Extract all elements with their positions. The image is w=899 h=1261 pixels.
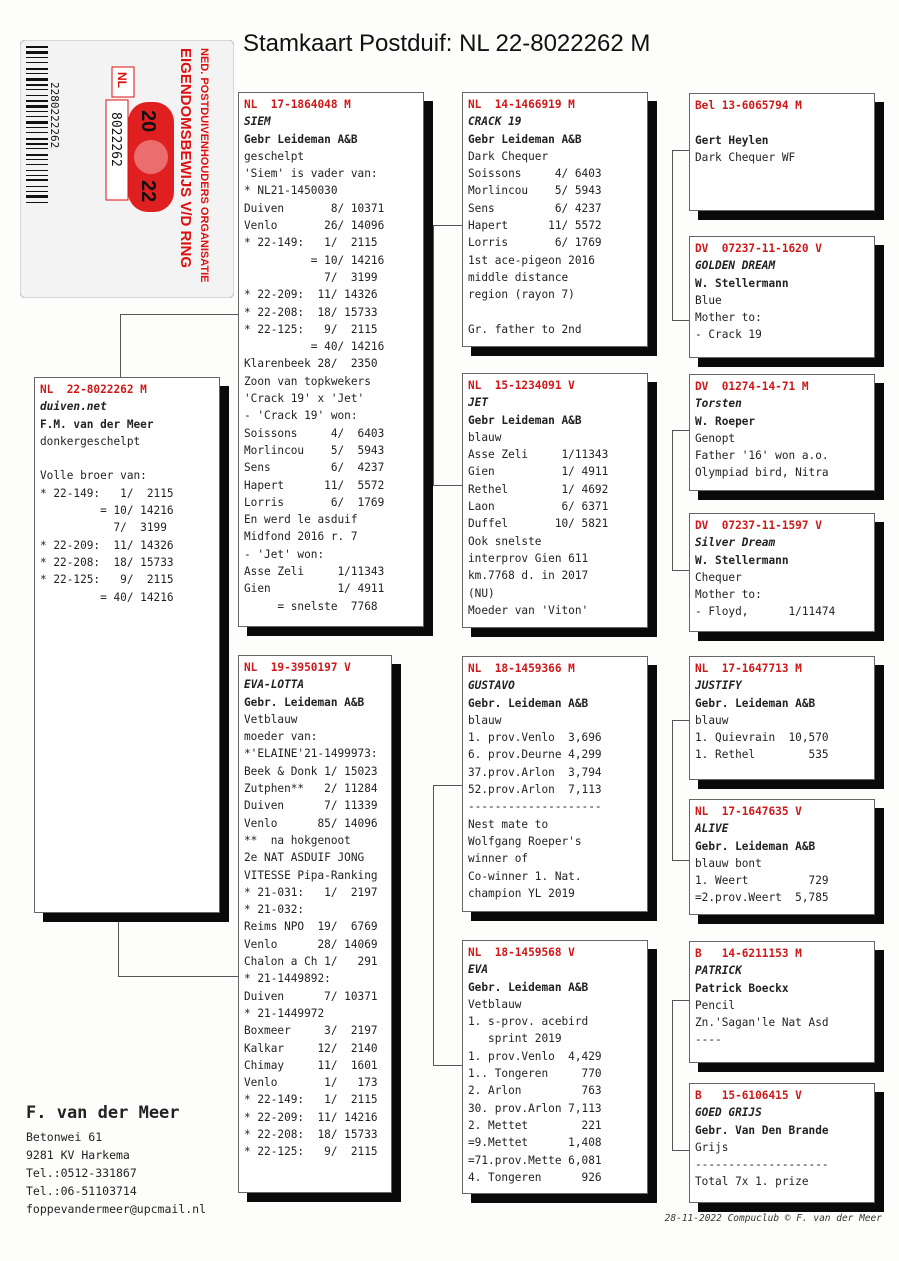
info-line [695,114,869,131]
info-line: Duffel 10/ 5821 [468,517,609,531]
owner-mobile: Tel.:06-51103714 [26,1184,137,1198]
ring-barcode-number: 2280222262 [48,82,61,149]
info-line: * 22-125: 9/ 2115 [40,573,174,587]
barcode-bar [26,132,48,133]
pigeon-name: JET [468,396,489,410]
breeder-name: W. Stellermann [695,276,789,290]
ring-number: DV 01274-14-71 M [695,380,809,393]
info-line: Vetblauw [468,997,522,1011]
pigeon-name: Silver Dream [695,536,776,550]
info-line: Hapert 11/ 5572 [468,219,602,233]
info-line: Duiven 7/ 11339 [244,799,378,813]
info-line: -------------------- [468,800,602,814]
info-line: 'Siem' is vader van: [244,167,378,181]
info-line: Duiven 7/ 10371 [244,989,378,1003]
barcode-bar [26,73,48,74]
barcode-bar [26,179,48,181]
breeder-name: Gebr. Leideman A&B [468,980,589,994]
barcode-bar [26,202,48,203]
info-line: =9.Mettet 1,408 [468,1136,602,1150]
connector-line [672,570,689,571]
breeder-name: Gebr. Van Den Brande [695,1123,829,1137]
info-line: 1. prov.Venlo 3,696 [468,731,602,745]
ring-org-text: NED. POSTDUIVENHOUDERS ORGANISATIE [198,48,210,283]
connector-line [672,430,689,431]
connector-line [672,320,689,321]
info-line: 52.prov.Arlon 7,113 [468,783,602,797]
info-line: Soissons 4/ 6403 [244,426,385,440]
barcode-bar [26,100,48,102]
barcode-bar [26,111,48,112]
info-line: - 'Jet' won: [244,547,325,561]
barcode-bar [26,159,48,160]
info-line: = 40/ 14216 [40,590,174,604]
info-line: = 40/ 14216 [244,340,385,354]
connector-line [118,918,119,976]
info-line: Rethel 1/ 4692 [468,482,609,496]
breeder-name: Patrick Boeckx [695,981,789,995]
info-line: Chalon a Ch 1/ 291 [244,955,378,969]
connector-line [433,485,462,486]
info-line: Gien 1/ 4911 [468,465,609,479]
connector-line [120,314,238,315]
ring-number: NL 19-3950197 V [244,661,351,674]
info-line: Pencil [695,998,736,1012]
info-line: * 22-208: 18/ 15733 [244,305,378,319]
ring-year-left: 20 [137,110,159,133]
connector-line [433,785,462,786]
connector-line [118,976,238,977]
info-line: interprov Gien 611 [468,551,589,565]
info-line: Nest mate to [468,817,549,831]
pigeon-name: duiven.net [40,400,107,414]
info-line: Lorris 6/ 1769 [244,495,385,509]
pigeon-card-dsd [689,799,875,915]
info-line: geschelpt [244,149,305,163]
info-line: Asse Zeli 1/11343 [468,448,609,462]
info-line: Gr. father to 2nd [468,322,582,336]
info-line: Laon 6/ 6371 [468,500,609,514]
connector-line [672,1000,673,1150]
info-line: blauw [468,430,502,444]
info-line: winner of [468,852,529,866]
breeder-name: Gebr. Leideman A&B [695,839,816,853]
pigeon-name: ALIVE [695,822,729,836]
pigeon-name: EVA [468,963,489,977]
barcode-bar [26,105,48,108]
info-line: Grijs [695,1140,729,1154]
connector-line [672,720,673,860]
barcode-bar [26,57,48,58]
info-line: 37.prov.Arlon 3,794 [468,765,602,779]
info-line: Morlincou 5/ 5943 [244,443,385,457]
info-line: * 22-149: 1/ 2115 [244,1093,378,1107]
info-line: Zn.'Sagan'le Nat Asd [695,1016,829,1030]
barcode-bar [26,62,48,63]
info-line: Co-winner 1. Nat. [468,869,582,883]
info-line: 'Crack 19' x 'Jet' [244,392,365,406]
info-line: Kalkar 12/ 2140 [244,1041,378,1055]
ring-number: DV 07237-11-1620 V [695,242,822,255]
pigeon-name: CRACK 19 [468,115,522,129]
info-line: Hapert 11/ 5572 [244,478,385,492]
info-line: * 22-125: 9/ 2115 [244,1145,378,1159]
info-line: -------------------- [695,1158,829,1172]
connector-line [672,430,673,570]
info-line: 2. Mettet 221 [468,1118,602,1132]
owner-name: F. van der Meer [26,1103,180,1123]
pigeon-name: GOLDEN DREAM [695,259,776,273]
info-line: sprint 2019 [468,1032,562,1046]
info-line: donkergeschelpt [40,434,141,448]
owner-address-city: 9281 KV Harkema [26,1148,130,1162]
info-line: En werd le asduif [244,513,358,527]
info-line: blauw [468,713,502,727]
info-line: Venlo 1/ 173 [244,1076,378,1090]
barcode-bar [26,78,48,81]
connector-line [672,720,689,721]
pigeon-name: JUSTIFY [695,679,742,693]
ring-number: B 15-6106415 V [695,1089,802,1102]
info-line: Lorris 6/ 1769 [468,236,602,250]
info-line: km.7768 d. in 2017 [468,569,589,583]
info-line: Vetblauw [244,712,298,726]
ring-number: Bel 13-6065794 M [695,99,802,112]
page-title: Stamkaart Postduif: NL 22-8022262 M [243,30,651,57]
pigeon-name: PATRICK [695,964,742,978]
barcode-bar [26,95,48,96]
info-line: 1. s-prov. acebird [468,1015,589,1029]
info-line: 2e NAT ASDUIF JONG [244,851,365,865]
info-line: Father '16' won a.o. [695,449,829,463]
info-line: Sens 6/ 4237 [468,201,602,215]
info-line: *'ELAINE'21-1499973: [244,747,378,761]
info-line: Mother to: [695,311,762,325]
breeder-name: Gert Heylen [695,133,769,147]
ring-number: NL 14-1466919 M [468,98,575,111]
info-line: * 22-208: 18/ 15733 [244,1128,378,1142]
info-line: 4. Tongeren 926 [468,1170,602,1184]
ring-number: NL 17-1864048 M [244,98,351,111]
info-line: region (rayon 7) [468,288,575,302]
breeder-name: Gebr. Leideman A&B [244,695,365,709]
breeder-name: W. Stellermann [695,553,789,567]
pigeon-card-dam-dam [462,940,648,1194]
ring-number: NL 18-1459366 M [468,662,575,675]
info-line: * 22-149: 1/ 2115 [40,486,174,500]
breeder-name: Gebr Leideman A&B [468,132,582,146]
info-line: 30. prov.Arlon 7,113 [468,1101,602,1115]
info-line: champion YL 2019 [468,886,575,900]
info-line: 1. prov.Venlo 4,429 [468,1049,602,1063]
ring-number: 8022262 [108,112,123,167]
info-line [40,450,214,467]
info-line: Genopt [695,431,736,445]
pigeon-card-ddd [689,1083,875,1203]
info-line: =71.prov.Mette 6,081 [468,1153,602,1167]
connector-line [672,150,673,320]
barcode-bar [26,170,48,171]
info-line: Olympiad bird, Nitra [695,466,829,480]
pigeon-card-sds [689,374,875,491]
info-line: 1. Quievrain 10,570 [695,731,829,745]
info-line: Venlo 26/ 14096 [244,219,385,233]
info-line: Ook snelste [468,534,542,548]
barcode-bar [26,127,48,128]
pigeon-card-sire-sire [462,92,648,347]
info-line: Duiven 8/ 10371 [244,201,385,215]
barcode-bar [26,148,48,149]
ring-country: NL [115,72,129,88]
info-line: ** na hokgenoot [244,833,351,847]
info-line: blauw bont [695,856,762,870]
pigeon-name: EVA-LOTTA [244,678,305,692]
info-line: 6. prov.Deurne 4,299 [468,748,602,762]
info-line: 1st ace-pigeon 2016 [468,253,595,267]
info-line: Chequer [695,570,742,584]
footer-credit: 28-11-2022 Compuclub © F. van der Meer [664,1213,882,1224]
info-line: Wolfgang Roeper's [468,834,582,848]
pigeon-card-dam-sire [462,656,648,912]
pigeon-card-dds [689,941,875,1063]
breeder-name: Gebr. Leideman A&B [468,696,589,710]
pigeon-card-dss [689,656,875,780]
connector-line [433,225,434,485]
ring-number: DV 07237-11-1597 V [695,519,822,532]
breeder-name: Gebr. Leideman A&B [695,696,816,710]
barcode-bar [26,89,48,90]
info-line: = 10/ 14216 [40,504,174,518]
info-line: 1. Rethel 535 [695,748,829,762]
info-line: 1.. Tongeren 770 [468,1067,602,1081]
info-line: Total 7x 1. prize [695,1175,809,1189]
info-line: Asse Zeli 1/11343 [244,565,385,579]
pigeon-name: GUSTAVO [468,679,515,693]
barcode-bar [26,186,48,187]
info-line: * 21-1449972 [244,1006,325,1020]
connector-line [672,150,689,151]
info-line: Sens 6/ 4237 [244,461,385,475]
info-line: Reims NPO 19/ 6769 [244,920,378,934]
connector-line [672,860,689,861]
info-line: * 22-209: 11/ 14326 [40,538,174,552]
barcode-bar [26,84,48,86]
ring-ownership-card [20,40,234,298]
info-line: Morlincou 5/ 5943 [468,184,602,198]
ring-year-right: 22 [137,180,159,203]
info-line: Volle broer van: [40,469,147,483]
barcode-bar [26,195,48,198]
info-line: Dark Chequer WF [695,150,796,164]
barcode-bar [26,138,48,140]
info-line: Boxmeer 3/ 2197 [244,1024,378,1038]
info-line [468,304,642,321]
pigeon-card-sire-dam [462,373,648,628]
info-line: * 22-125: 9/ 2115 [244,322,378,336]
pigeon-name: Torsten [695,397,742,411]
breeder-name: F.M. van der Meer [40,417,154,431]
info-line: = 10/ 14216 [244,253,385,267]
info-line: ---- [695,1033,722,1047]
ring-number: NL 17-1647635 V [695,805,802,818]
info-line: * NL21-1450030 [244,184,338,198]
info-line: - Crack 19 [695,328,762,342]
ring-number: NL 18-1459568 V [468,946,575,959]
info-line: * 22-149: 1/ 2115 [244,236,378,250]
connector-line [433,1065,462,1066]
ring-number: NL 17-1647713 M [695,662,802,675]
info-line: Blue [695,293,722,307]
pigeon-card-ssd [689,236,875,358]
pigeon-card-sdd [689,513,875,632]
connector-line [672,1150,689,1151]
owner-phone: Tel.:0512-331867 [26,1166,137,1180]
info-line: Gien 1/ 4911 [244,582,385,596]
info-line: Dark Chequer [468,149,549,163]
pigeon-card-sss [689,93,875,211]
info-line: middle distance [468,270,569,284]
info-line: Midfond 2016 r. 7 [244,530,358,544]
info-line: * 22-209: 11/ 14216 [244,1110,378,1124]
info-line: * 21-1449892: [244,972,331,986]
ring-number: NL 22-8022262 M [40,383,147,396]
info-line: * 21-032: [244,903,305,917]
owner-email: foppevandermeer@upcmail.nl [26,1202,207,1216]
info-line: 2. Arlon 763 [468,1084,602,1098]
owner-address-street: Betonwei 61 [26,1130,103,1144]
info-line: = snelste 7768 [244,599,378,613]
barcode-bar [26,51,48,54]
barcode-bar [26,175,48,176]
info-line: - Floyd, 1/11474 [695,605,836,619]
barcode-bar [26,143,48,145]
barcode-bar [26,191,48,192]
info-line: Zoon van topkwekers [244,374,371,388]
info-line: =2.prov.Weert 5,785 [695,891,829,905]
ring-number: B 14-6211153 M [695,947,802,960]
barcode-bar [26,154,48,156]
barcode-bar [26,121,48,124]
info-line: moeder van: [244,730,318,744]
info-line: - 'Crack 19' won: [244,409,358,423]
info-line: (NU) [468,586,495,600]
info-line: * 21-031: 1/ 2197 [244,885,378,899]
info-line: 1. Weert 729 [695,874,829,888]
breeder-name: Gebr Leideman A&B [468,413,582,427]
info-line: blauw [695,713,729,727]
breeder-name: Gebr Leideman A&B [244,132,358,146]
barcode-bar [26,46,48,48]
info-line: Mother to: [695,588,762,602]
barcode-bar [26,164,48,165]
ring-number: NL 15-1234091 V [468,379,575,392]
pigeon-name: SIEM [244,115,271,129]
barcode-bar [26,68,48,70]
barcode-bar [26,116,48,117]
ring-type-text: EIGENDOMSBEWIJS V/D RING [177,48,194,269]
info-line: 7/ 3199 [244,270,378,284]
info-line: Venlo 28/ 14069 [244,937,378,951]
info-line: * 22-209: 11/ 14326 [244,288,378,302]
info-line: Soissons 4/ 6403 [468,167,602,181]
connector-line [120,314,121,379]
info-line: Venlo 85/ 14096 [244,816,378,830]
info-line: Beek & Donk 1/ 15023 [244,764,378,778]
info-line: Klarenbeek 28/ 2350 [244,357,378,371]
breeder-name: W. Roeper [695,414,756,428]
pigeon-card-main [34,377,220,913]
pigeon-card-dam [238,655,392,1193]
info-line: 7/ 3199 [40,521,167,535]
pigeon-card-sire [238,92,424,627]
connector-line [433,785,434,1065]
pigeon-name: GOED GRIJS [695,1106,762,1120]
info-line: Zutphen** 2/ 11284 [244,782,378,796]
info-line: Moeder van 'Viton' [468,603,589,617]
connector-line [672,1000,689,1001]
info-line: Chimay 11/ 1601 [244,1058,378,1072]
info-line: * 22-208: 18/ 15733 [40,555,174,569]
info-line: VITESSE Pipa-Ranking [244,868,378,882]
connector-line [433,225,462,226]
